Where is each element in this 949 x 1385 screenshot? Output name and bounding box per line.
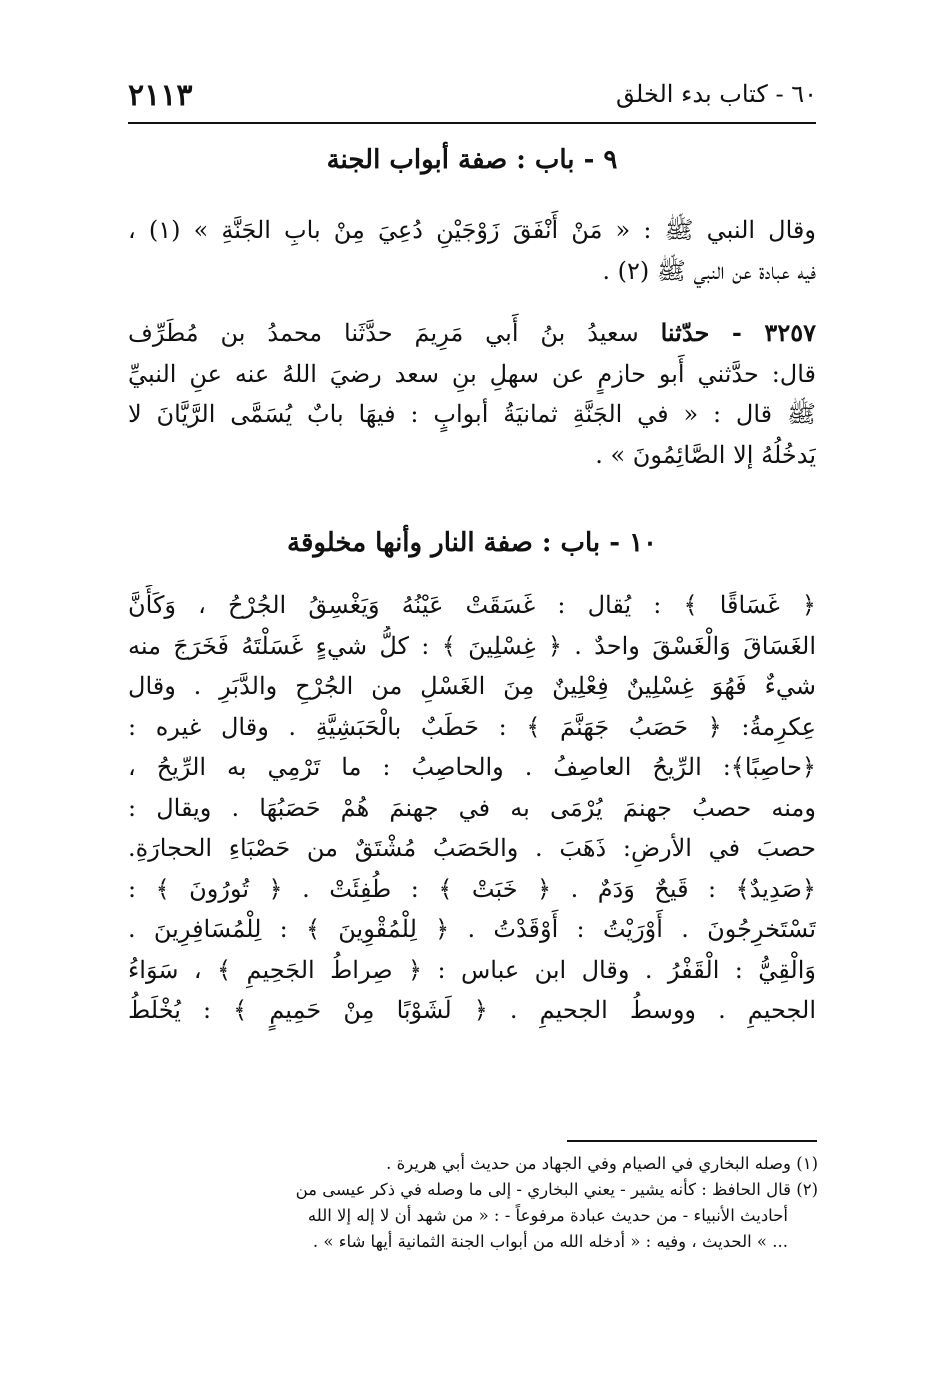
- footnote: (١) وصله البخاري في الصيام وفي الجهاد من حديث أبي هريرة .: [386, 1154, 818, 1173]
- hadith-isnad: سعيدُ بنُ أَبي مَرِيمَ حدَّثَنا محمدُ بن مُطَرِّف: [128, 319, 639, 347]
- section-9-text: [128, 210, 816, 291]
- text-line: ﴿صَدِيدٌ﴾ : قَيحٌ وَدَمٌ . ﴿ خَبَتْ ﴾ : طُفِئَتْ . ﴿ تُورُونَ ﴾ :: [128, 874, 816, 903]
- text-line: ﴿حاصِبًا﴾: الرِّيحُ العاصِفُ . والحاصِبُ : ما تَرْمِي به الرِّيحُ ،: [128, 753, 816, 781]
- text-line: ﴿ غَسَاقًا ﴾ : يُقال : غَسَقَتْ عَيْنُهُ وَيَغْسِقُ الجُرْحُ ، وَكَأَنَّ: [128, 591, 816, 619]
- footnote: (٢) قال الحافظ : كأنه يشير - يعني البخاري - إلى ما وصله في ذكر عيسى من: [295, 1180, 818, 1199]
- hadith-3257: [128, 313, 816, 475]
- footnote-continuation: أحاديث الأنبياء - من حديث عبادة مرفوعاً - : « من شهد أن لا إله إلا الله: [307, 1206, 788, 1225]
- footnotes: [128, 1151, 818, 1255]
- footnote-continuation: ... » الحديث ، وفيه : « أدخله الله من أبواب الجنة الثمانية أيها شاء » .: [312, 1232, 788, 1251]
- footnote-rule: [567, 1140, 817, 1142]
- text-line: شيءٌ فَهُوَ غِسْلِينٌ فِعْلِينٌ مِنَ الغَسْلِ من الجُرْحِ والدَّبَرِ . وقال: [128, 672, 816, 700]
- text-line: يَدخُلُهُ إلا الصَّائِمُونَ » .: [595, 440, 816, 469]
- text-line: ومنه حصبُ جهنمَ يُرْمَى به في جهنمَ هُمْ حَصَبُهَا . ويقال :: [128, 793, 816, 822]
- text-line: [128, 313, 816, 354]
- text-line: الجحيمِ . ووسطُ الجحيمِ . ﴿ لَشَوْبًا مِنْ حَمِيمٍ ﴾ : يُخْلَطُ: [128, 996, 816, 1024]
- header-rule: [128, 122, 816, 124]
- section-10-text: [128, 585, 816, 1031]
- text-line: حصبَ في الأرضِ: ذَهَبَ . والحَصَبُ مُشْتَقٌ من حَصْبَاءِ الحجارَةِ.: [128, 834, 816, 862]
- text-line: وَالْقِيُّ : الْقَفْرُ . وقال ابن عباس : ﴿ صِراطُ الجَحِيمِ ﴾ ، سَوَاءُ: [128, 955, 816, 984]
- text-line: ﷺ قال : « في الجَنَّةِ ثمانيَةُ أبوابٍ : فيهَا بابٌ يُسَمَّى الرَّيَّانَ لا: [128, 400, 816, 428]
- text-line: تَسْتَخرِجُونَ . أَوْرَيْتُ : أَوْقَدْتُ . ﴿ لِلْمُقْوِينَ ﴾ : لِلْمُسَافِرِينَ .: [128, 915, 816, 943]
- hadith-number: ٣٢٥٧ - حدّثنا: [660, 318, 816, 347]
- text-line: عِكرِمةُ: ﴿ حَصَبُ جَهَنَّمَ ﴾ : حَطَبٌ بالْحَبَشِيَّةِ . وقال غيره :: [128, 712, 816, 741]
- section-9-heading: ٩ - باب : صفة أبواب الجنة: [326, 145, 618, 175]
- text-line: الغَسَاقَ وَالْغَسْقَ واحدٌ . ﴿ غِسْلِينَ ﴾ : كلُّ شيءٍ غَسَلْتَهُ فَخَرَجَ منه: [128, 631, 816, 660]
- page-number: ٢١١٣: [128, 78, 193, 113]
- section-10-heading: ١٠ - باب : صفة النار وأنها مخلوقة: [287, 528, 657, 558]
- text-line: فيه عبادة عن النبي ﷺ (٢) .: [602, 256, 816, 285]
- text-line: قال: حدَّثني أَبو حازمٍ عن سهلِ بنِ سعد رضيَ اللهُ عنه عنِ النبيِّ: [128, 359, 816, 388]
- running-header-chapter: ٦٠ - كتاب بدء الخلق: [616, 80, 817, 108]
- text-line: وقال النبي ﷺ : « مَنْ أَنْفَقَ زَوْجَيْنِ دُعِيَ مِنْ بابِ الجَنَّةِ » (١) ،: [128, 216, 816, 244]
